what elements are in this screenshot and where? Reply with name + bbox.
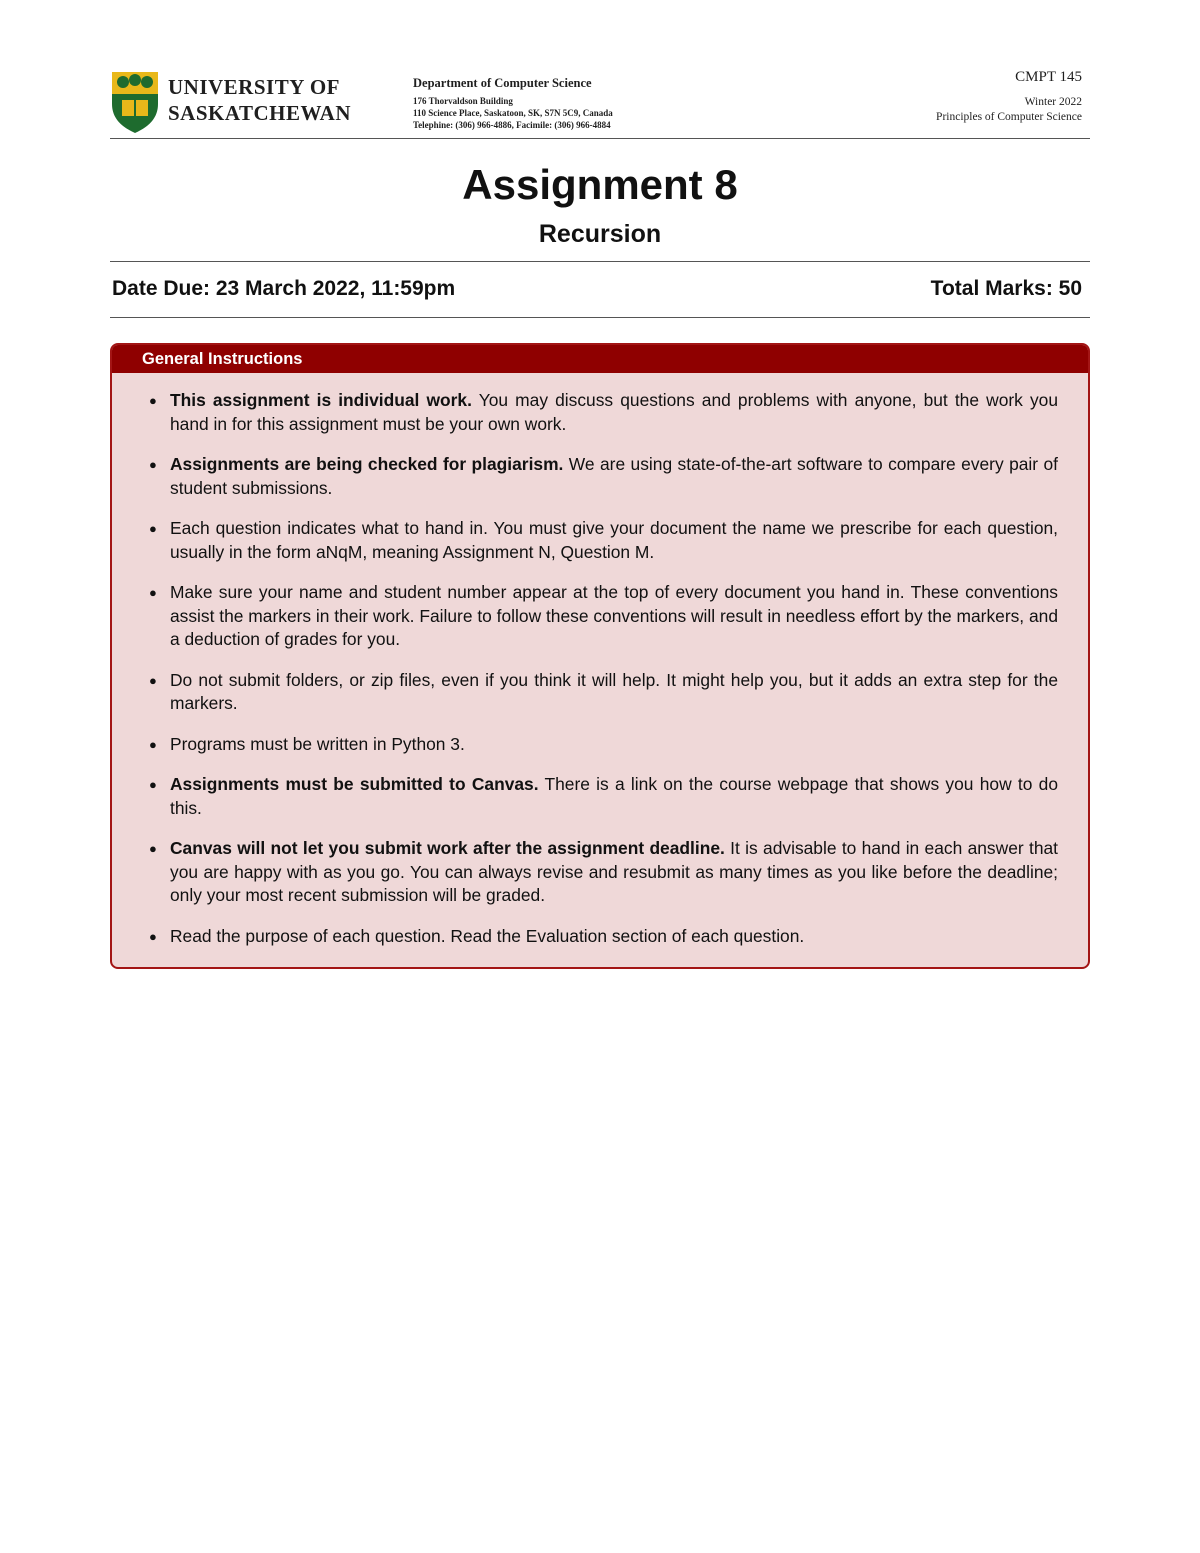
university-line1: UNIVERSITY OF xyxy=(168,75,340,99)
item-text: Each question indicates what to hand in. You must give your document the name we prescribe for each question, usually in the form aNqM, meaning Assignment N, Question M. xyxy=(170,518,1058,562)
bullet-icon: ● xyxy=(149,777,157,792)
list-item xyxy=(149,389,1058,436)
title-divider xyxy=(110,261,1090,262)
instructions-heading: General Instructions xyxy=(112,345,1088,373)
list-item xyxy=(149,925,1058,949)
item-bold: Assignments must be submitted to Canvas. xyxy=(170,774,539,794)
university-line2: SASKATCHEWAN xyxy=(168,101,351,125)
department-block xyxy=(413,76,613,131)
bullet-icon: ● xyxy=(149,585,157,600)
list-item xyxy=(149,733,1058,757)
due-date: Date Due: 23 March 2022, 11:59pm xyxy=(112,277,456,300)
university-logo xyxy=(110,70,385,134)
page-subtitle: Recursion xyxy=(538,220,662,248)
department-name: Department of Computer Science xyxy=(413,76,592,90)
bullet-icon: ● xyxy=(149,521,157,536)
list-item xyxy=(149,669,1058,716)
list-item xyxy=(149,517,1058,564)
university-wordmark xyxy=(168,74,351,126)
list-item xyxy=(149,453,1059,500)
item-bold: Canvas will not let you submit work after the assignment deadline. xyxy=(170,838,725,858)
item-text: We are using state-of-the-art software to compare every pair of student submissions. xyxy=(170,454,1059,498)
course-code: CMPT 145 xyxy=(1015,69,1082,85)
item-text: It is advisable to hand in each answer that you are happy with as you go. You can always revise and resubmit as many times as you like before the deadline; only your most recent submission will be graded. xyxy=(170,838,1058,905)
page-title: Assignment 8 xyxy=(462,161,738,208)
item-text: Read the purpose of each question. Read the Evaluation section of each question. xyxy=(170,925,805,946)
item-text: There is a link on the course webpage that shows you how to do this. xyxy=(170,774,1058,818)
bullet-icon: ● xyxy=(149,393,157,408)
item-text: You may discuss questions and problems with anyone, but the work you hand in for this assignment must be your own work. xyxy=(170,390,1058,434)
item-text: Do not submit folders, or zip files, even if you think it will help. It might help you, but it adds an extra step for the markers. xyxy=(170,669,1058,713)
due-divider xyxy=(110,317,1090,318)
university-shield-icon xyxy=(110,70,160,134)
item-bold: Assignments are being checked for plagiarism. xyxy=(170,454,564,474)
bullet-icon: ● xyxy=(149,841,157,856)
bullet-icon: ● xyxy=(149,672,157,688)
general-instructions-box xyxy=(110,343,1090,969)
address-line1: 176 Thorvaldson Building xyxy=(413,96,513,106)
address-line2: 110 Science Place, Saskatoon, SK, S7N 5C9, Canada xyxy=(413,108,613,118)
header-divider xyxy=(110,138,1090,139)
item-text: Make sure your name and student number appear at the top of every document you hand in. These conventions assist the markers in their work. Failure to follow these conventions will result in needless effort by the markers, and a deduction of grades for you. xyxy=(170,582,1058,649)
list-item xyxy=(149,581,1058,652)
course-term: Winter 2022 xyxy=(1024,96,1082,108)
bullet-icon: ● xyxy=(149,736,157,752)
item-bold: This assignment is individual work. xyxy=(170,390,472,410)
instructions-list xyxy=(149,389,1059,965)
list-item xyxy=(149,773,1058,820)
list-item xyxy=(149,837,1058,908)
course-name: Principles of Computer Science xyxy=(936,111,1082,123)
bullet-icon: ● xyxy=(149,928,157,944)
address-line3: Telephine: (306) 966-4886, Facimile: (306) 966-4884 xyxy=(413,120,611,130)
course-block xyxy=(936,68,1082,125)
bullet-icon: ● xyxy=(149,457,157,472)
letterhead xyxy=(110,66,1090,138)
total-marks: Total Marks: 50 xyxy=(930,277,1082,300)
item-text: Programs must be written in Python 3. xyxy=(170,733,465,754)
